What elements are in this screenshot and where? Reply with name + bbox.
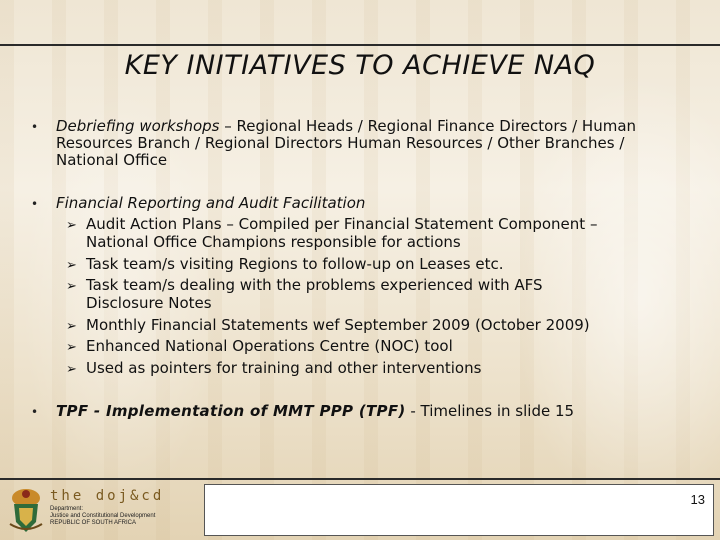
page-number: 13 xyxy=(690,492,705,507)
bullet-debriefing xyxy=(56,118,676,169)
arrow-bullet-icon: ➢ xyxy=(66,319,77,334)
bullet-dot-icon: • xyxy=(31,120,39,134)
sub-item: ➢ Used as pointers for training and other interventions xyxy=(66,359,482,377)
bullet-lead: Financial Reporting and Audit Facilitation xyxy=(56,194,366,212)
bullet-dot-icon: • xyxy=(31,405,39,419)
arrow-bullet-icon: ➢ xyxy=(66,218,77,233)
bullet-dot-icon: • xyxy=(31,197,39,211)
top-divider xyxy=(0,44,720,46)
arrow-bullet-icon: ➢ xyxy=(66,340,77,355)
footer-box xyxy=(204,484,714,536)
bullet-financial-reporting xyxy=(56,195,676,212)
sub-item: ➢ Task team/s visiting Regions to follow-up on Leases etc. xyxy=(66,255,504,273)
bullet-lead: Debriefing workshops xyxy=(56,117,220,135)
bottom-divider xyxy=(0,478,720,480)
sub-item: ➢ Audit Action Plans – Compiled per Financial Statement Component – National Office Champions responsible for actions xyxy=(66,215,598,251)
sub-item: ➢ Enhanced National Operations Centre (NOC) tool xyxy=(66,337,453,355)
slide-title: KEY INITIATIVES TO ACHIEVE NAQ xyxy=(124,50,596,81)
department-label: Department: Justice and Constitutional Development REPUBLIC OF SOUTH AFRICA xyxy=(50,506,156,526)
bullet-text: – Regional Heads / Regional Finance Directors / Human Resources Branch / Regional Directors Human Resources / Other Branches / National Office xyxy=(56,117,637,169)
arrow-bullet-icon: ➢ xyxy=(66,258,77,273)
sub-item: ➢ Task team/s dealing with the problems experienced with AFS Disclosure Notes xyxy=(66,276,543,312)
arrow-bullet-icon: ➢ xyxy=(66,279,77,294)
coat-of-arms-icon xyxy=(6,484,46,536)
bullet-lead: TPF - Implementation of MMT PPP (TPF) xyxy=(56,402,406,420)
arrow-bullet-icon: ➢ xyxy=(66,362,77,377)
sub-item: ➢ Monthly Financial Statements wef September 2009 (October 2009) xyxy=(66,316,590,334)
bullet-tpf xyxy=(56,403,676,420)
brand-name: the doj&cd xyxy=(50,488,165,504)
bullet-text: - Timelines in slide 15 xyxy=(405,402,575,420)
